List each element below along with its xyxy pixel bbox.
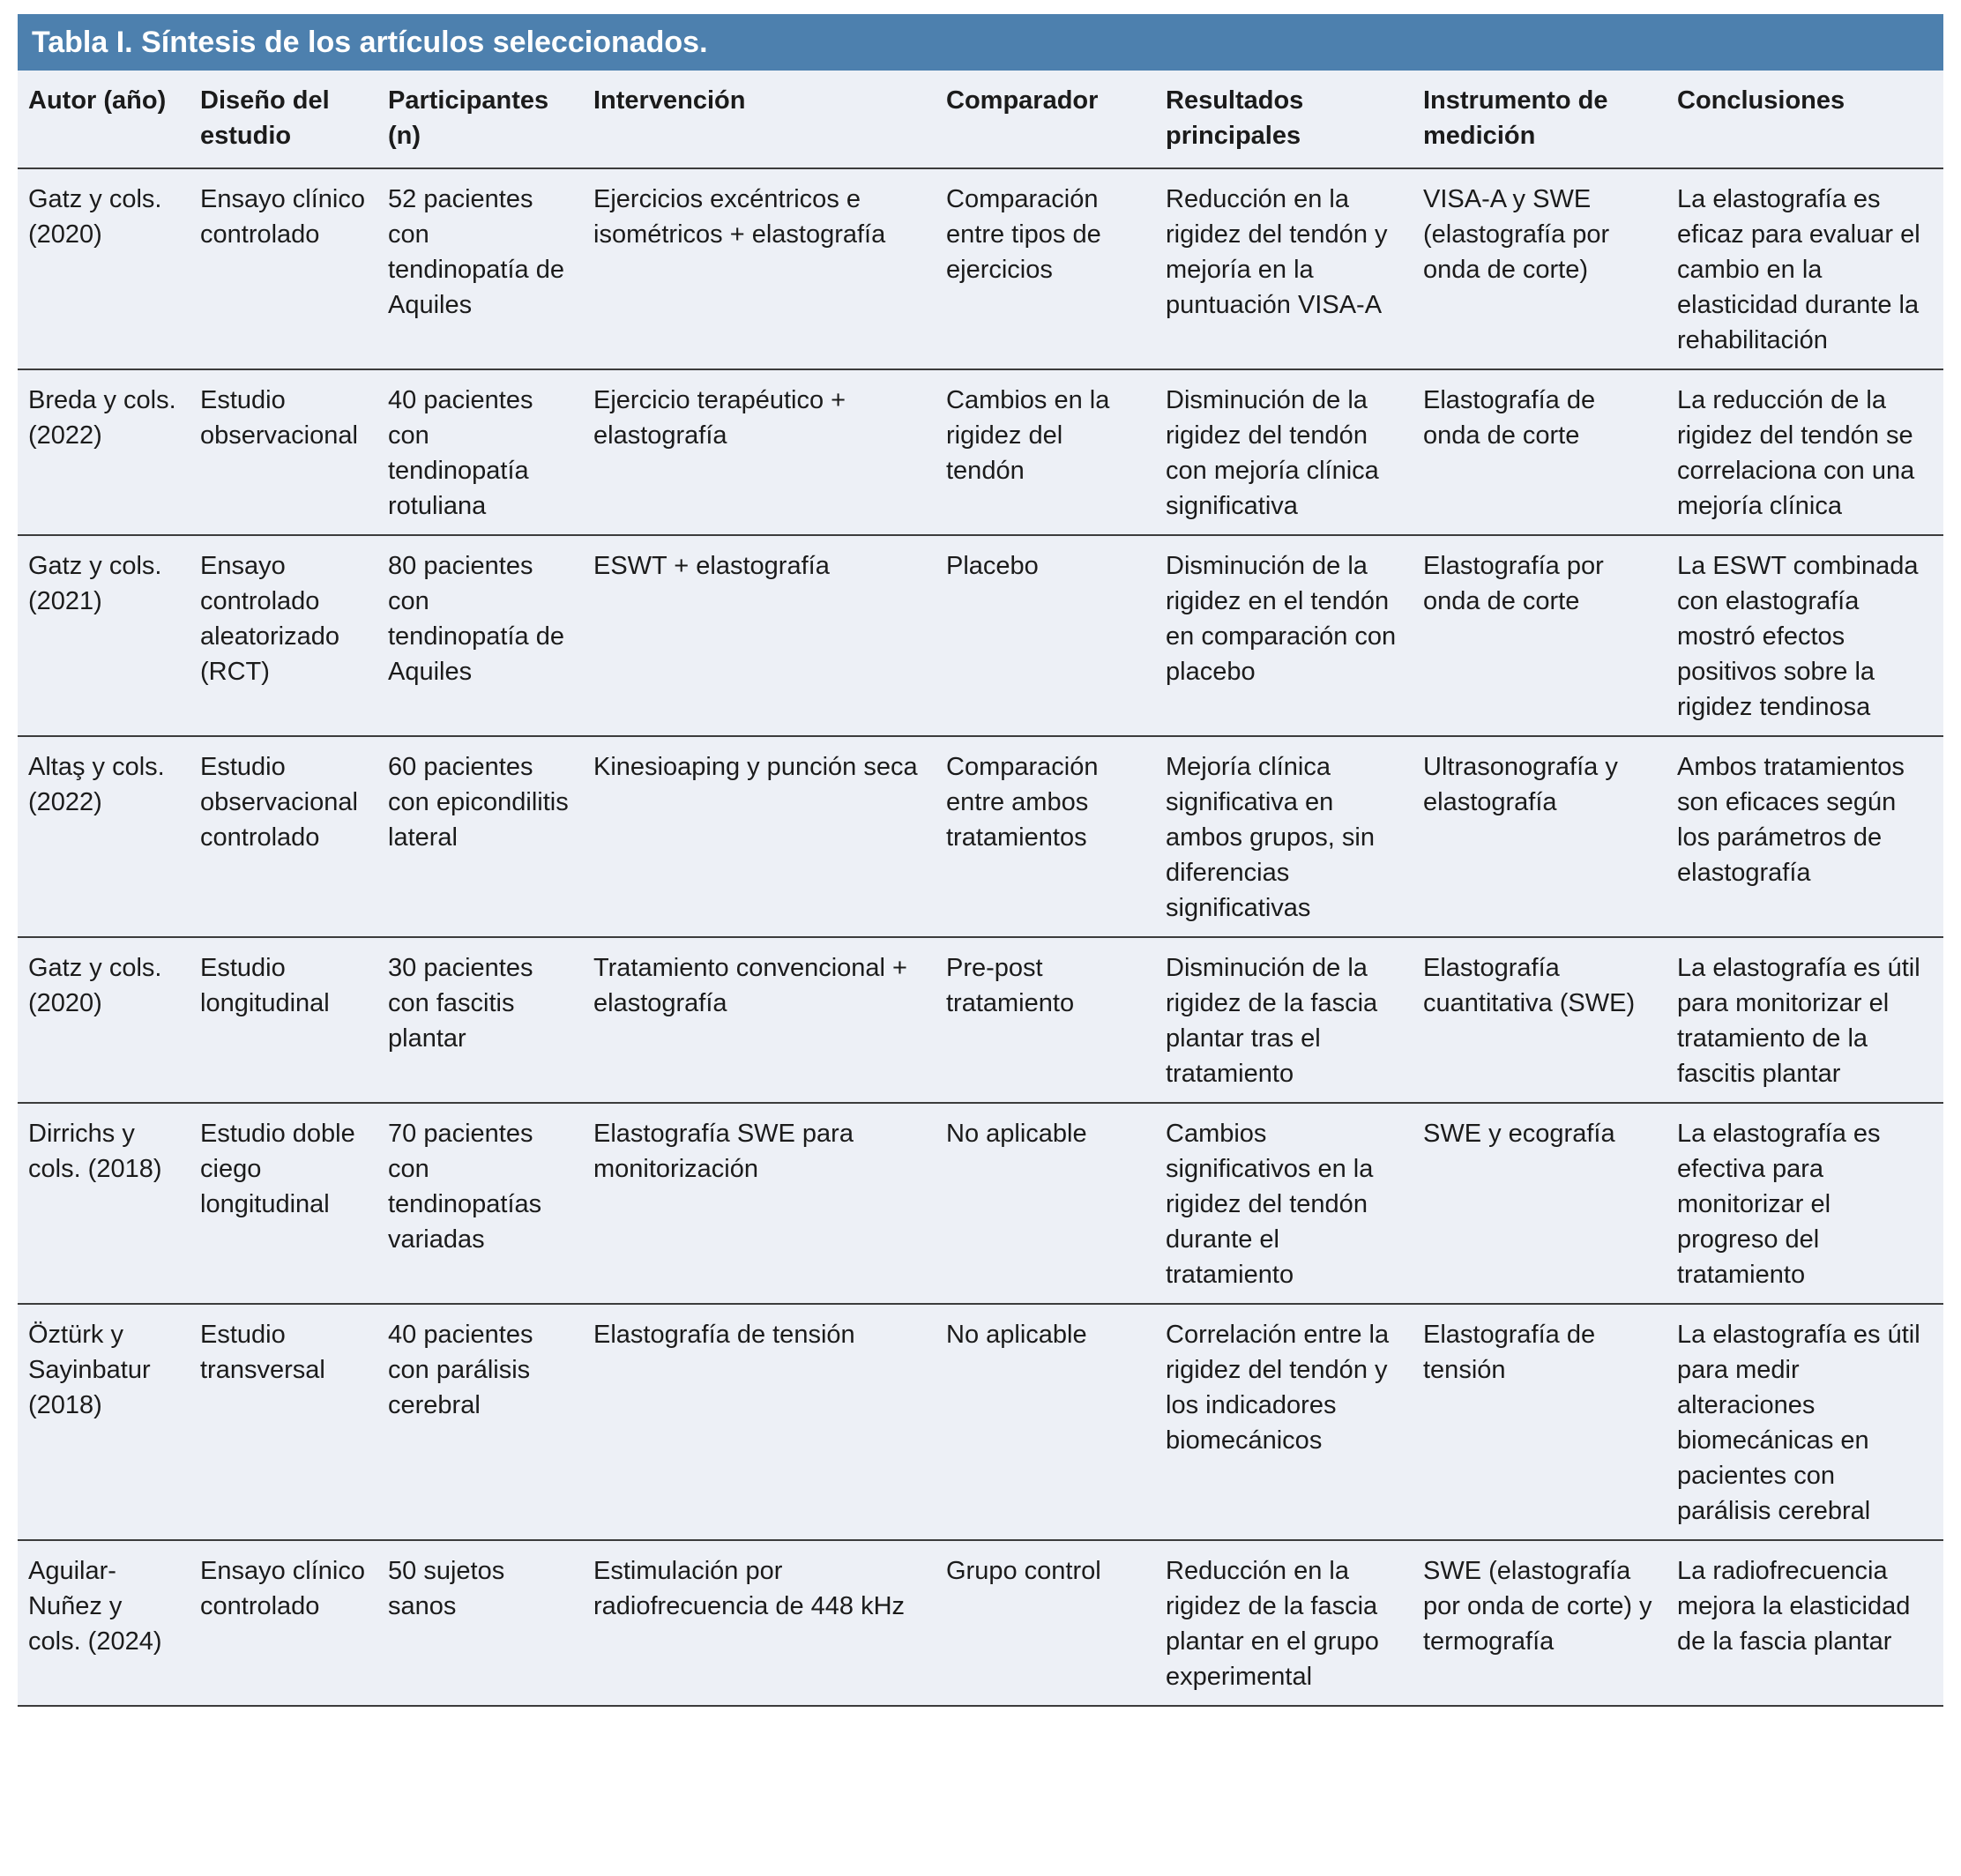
cell-conclusiones: Ambos tratamientos son eficaces según los parámetros de elastografía	[1677, 736, 1943, 937]
cell-resultados: Disminución de la rigidez del tendón con mejoría clínica significativa	[1166, 369, 1423, 535]
cell-diseno: Ensayo clínico controlado	[200, 168, 388, 369]
cell-instrumento: Elastografía de onda de corte	[1423, 369, 1677, 535]
table-title: Tabla I. Síntesis de los artículos seleccionados.	[32, 25, 708, 59]
col-header-autor: Autor (año)	[18, 71, 200, 168]
cell-autor: Gatz y cols. (2020)	[18, 937, 200, 1103]
cell-instrumento: SWE y ecografía	[1423, 1103, 1677, 1304]
cell-conclusiones: La elastografía es útil para monitorizar el tratamiento de la fascitis plantar	[1677, 937, 1943, 1103]
cell-resultados: Correlación entre la rigidez del tendón y los indicadores biomecánicos	[1166, 1304, 1423, 1540]
cell-comparador: Pre-post tratamiento	[946, 937, 1166, 1103]
cell-comparador: No aplicable	[946, 1304, 1166, 1540]
cell-autor: Öztürk y Sayinbatur (2018)	[18, 1304, 200, 1540]
cell-comparador: Placebo	[946, 535, 1166, 736]
cell-autor: Altaş y cols. (2022)	[18, 736, 200, 937]
cell-resultados: Mejoría clínica significativa en ambos grupos, sin diferencias significativas	[1166, 736, 1423, 937]
cell-comparador: Comparación entre tipos de ejercicios	[946, 168, 1166, 369]
cell-conclusiones: La elastografía es eficaz para evaluar el cambio en la elasticidad durante la rehabilitación	[1677, 168, 1943, 369]
header-row	[18, 71, 1943, 168]
cell-diseno: Estudio longitudinal	[200, 937, 388, 1103]
cell-diseno: Estudio observacional controlado	[200, 736, 388, 937]
cell-conclusiones: La elastografía es útil para medir alteraciones biomecánicas en pacientes con parálisis cerebral	[1677, 1304, 1943, 1540]
cell-participantes: 40 pacientes con parálisis cerebral	[388, 1304, 593, 1540]
cell-instrumento: SWE (elastografía por onda de corte) y termografía	[1423, 1540, 1677, 1706]
summary-table	[18, 14, 1943, 1707]
cell-instrumento: Elastografía por onda de corte	[1423, 535, 1677, 736]
cell-conclusiones: La ESWT combinada con elastografía mostró efectos positivos sobre la rigidez tendinosa	[1677, 535, 1943, 736]
cell-resultados: Disminución de la rigidez en el tendón en comparación con placebo	[1166, 535, 1423, 736]
cell-instrumento: VISA-A y SWE (elastografía por onda de corte)	[1423, 168, 1677, 369]
cell-diseno: Ensayo controlado aleatorizado (RCT)	[200, 535, 388, 736]
table-row	[18, 168, 1943, 369]
cell-participantes: 80 pacientes con tendinopatía de Aquiles	[388, 535, 593, 736]
table-row	[18, 1304, 1943, 1540]
cell-intervencion: ESWT + elastografía	[593, 535, 946, 736]
cell-intervencion: Tratamiento convencional + elastografía	[593, 937, 946, 1103]
cell-intervencion: Elastografía SWE para monitorización	[593, 1103, 946, 1304]
cell-participantes: 30 pacientes con fascitis plantar	[388, 937, 593, 1103]
table-row	[18, 736, 1943, 937]
cell-resultados: Reducción en la rigidez del tendón y mejoría en la puntuación VISA-A	[1166, 168, 1423, 369]
cell-diseno: Ensayo clínico controlado	[200, 1540, 388, 1706]
cell-intervencion: Ejercicio terapéutico + elastografía	[593, 369, 946, 535]
table-row	[18, 535, 1943, 736]
cell-instrumento: Ultrasonografía y elastografía	[1423, 736, 1677, 937]
col-header-diseno: Diseño del estudio	[200, 71, 388, 168]
cell-autor: Dirrichs y cols. (2018)	[18, 1103, 200, 1304]
cell-autor: Aguilar-Nuñez y cols. (2024)	[18, 1540, 200, 1706]
cell-participantes: 52 pacientes con tendinopatía de Aquiles	[388, 168, 593, 369]
cell-comparador: No aplicable	[946, 1103, 1166, 1304]
cell-intervencion: Ejercicios excéntricos e isométricos + elastografía	[593, 168, 946, 369]
table-title-bar	[18, 14, 1943, 71]
table-row	[18, 937, 1943, 1103]
cell-comparador: Comparación entre ambos tratamientos	[946, 736, 1166, 937]
col-header-resultados: Resultados principales	[1166, 71, 1423, 168]
cell-autor: Gatz y cols. (2020)	[18, 168, 200, 369]
cell-participantes: 50 sujetos sanos	[388, 1540, 593, 1706]
cell-conclusiones: La radiofrecuencia mejora la elasticidad de la fascia plantar	[1677, 1540, 1943, 1706]
cell-resultados: Disminución de la rigidez de la fascia plantar tras el tratamiento	[1166, 937, 1423, 1103]
col-header-instrumento: Instrumento de medición	[1423, 71, 1677, 168]
cell-instrumento: Elastografía de tensión	[1423, 1304, 1677, 1540]
cell-instrumento: Elastografía cuantitativa (SWE)	[1423, 937, 1677, 1103]
cell-intervencion: Estimulación por radiofrecuencia de 448 kHz	[593, 1540, 946, 1706]
table-row	[18, 1103, 1943, 1304]
cell-comparador: Cambios en la rigidez del tendón	[946, 369, 1166, 535]
cell-intervencion: Kinesioaping y punción seca	[593, 736, 946, 937]
table-row	[18, 369, 1943, 535]
cell-autor: Gatz y cols. (2021)	[18, 535, 200, 736]
cell-conclusiones: La elastografía es efectiva para monitorizar el progreso del tratamiento	[1677, 1103, 1943, 1304]
cell-participantes: 60 pacientes con epicondilitis lateral	[388, 736, 593, 937]
col-header-participantes: Participantes (n)	[388, 71, 593, 168]
cell-diseno: Estudio observacional	[200, 369, 388, 535]
cell-intervencion: Elastografía de tensión	[593, 1304, 946, 1540]
cell-comparador: Grupo control	[946, 1540, 1166, 1706]
cell-autor: Breda y cols. (2022)	[18, 369, 200, 535]
table-row	[18, 1540, 1943, 1706]
cell-diseno: Estudio doble ciego longitudinal	[200, 1103, 388, 1304]
cell-diseno: Estudio transversal	[200, 1304, 388, 1540]
col-header-conclusiones: Conclusiones	[1677, 71, 1943, 168]
col-header-intervencion: Intervención	[593, 71, 946, 168]
cell-participantes: 70 pacientes con tendinopatías variadas	[388, 1103, 593, 1304]
cell-resultados: Reducción en la rigidez de la fascia plantar en el grupo experimental	[1166, 1540, 1423, 1706]
articles-table	[18, 71, 1943, 1707]
col-header-comparador: Comparador	[946, 71, 1166, 168]
cell-conclusiones: La reducción de la rigidez del tendón se correlaciona con una mejoría clínica	[1677, 369, 1943, 535]
cell-participantes: 40 pacientes con tendinopatía rotuliana	[388, 369, 593, 535]
cell-resultados: Cambios significativos en la rigidez del tendón durante el tratamiento	[1166, 1103, 1423, 1304]
